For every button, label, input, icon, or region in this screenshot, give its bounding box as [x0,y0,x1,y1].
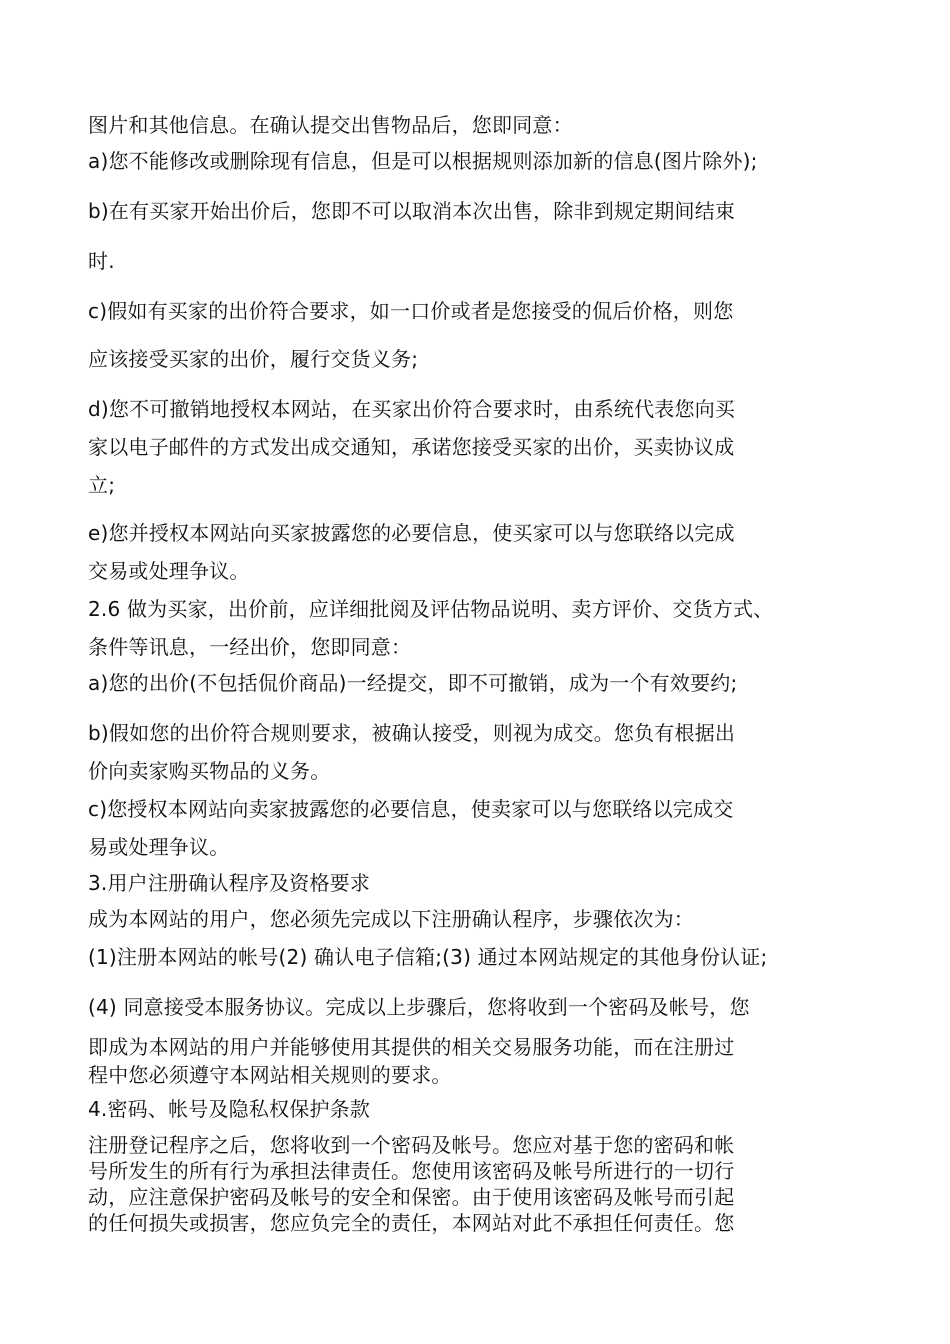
text-line: 即成为本网站的用户并能够使用其提供的相关交易服务功能，而在注册过 [88,1035,735,1059]
text-line: a)您的出价(不包括侃价商品)一经提交，即不可撤销，成为一个有效要约; [88,671,738,695]
text-line: (1)注册本网站的帐号(2) 确认电子信箱;(3) 通过本网站规定的其他身份认证; [88,945,768,969]
text-line: 交易或处理争议。 [88,559,250,583]
text-line: 图片和其他信息。在确认提交出售物品后，您即同意： [88,113,573,137]
text-line: 条件等讯息，一经出价，您即同意： [88,635,412,659]
text-line: 2.6 做为买家，出价前，应详细批阅及评估物品说明、卖方评价、交货方式、 [88,597,774,621]
text-line: 应该接受买家的出价，履行交货义务; [88,347,419,371]
text-line: 的任何损失或损害，您应负完全的责任，本网站对此不承担任何责任。您 [88,1211,735,1235]
text-line: (4) 同意接受本服务协议。完成以上步骤后，您将收到一个密码及帐号，您 [88,995,750,1019]
text-line: 易或处理争议。 [88,835,230,859]
text-line: c)假如有买家的出价符合要求，如一口价或者是您接受的侃后价格，则您 [88,299,734,323]
text-line: 家以电子邮件的方式发出成交通知，承诺您接受买家的出价，买卖协议成 [88,435,735,459]
text-line: d)您不可撤销地授权本网站，在买家出价符合要求时，由系统代表您向买 [88,397,736,421]
text-line: b)假如您的出价符合规则要求，被确认接受，则视为成交。您负有根据出 [88,721,736,745]
text-line: 注册登记程序之后，您将收到一个密码及帐号。您应对基于您的密码和帐 [88,1133,735,1157]
text-line: 成为本网站的用户，您必须先完成以下注册确认程序，步骤依次为： [88,907,694,931]
text-line: a)您不能修改或删除现有信息，但是可以根据规则添加新的信息(图片除外); [88,149,758,173]
text-line: 程中您必须遵守本网站相关规则的要求。 [88,1063,452,1087]
section-heading: 4.密码、帐号及隐私权保护条款 [88,1097,371,1121]
text-line: b)在有买家开始出价后，您即不可以取消本次出售，除非到规定期间结束 [88,199,736,223]
text-line: 价向卖家购买物品的义务。 [88,759,331,783]
text-line: c)您授权本网站向卖家披露您的必要信息，使卖家可以与您联络以完成交 [88,797,734,821]
text-line: 立; [88,473,116,497]
text-line: 时. [88,249,115,273]
text-line: e)您并授权本网站向买家披露您的必要信息，使买家可以与您联络以完成 [88,521,735,545]
text-line: 动，应注意保护密码及帐号的安全和保密。由于使用该密码及帐号而引起 [88,1185,735,1209]
text-line: 号所发生的所有行为承担法律责任。您使用该密码及帐号所进行的一切行 [88,1159,735,1183]
section-heading: 3.用户注册确认程序及资格要求 [88,871,371,895]
